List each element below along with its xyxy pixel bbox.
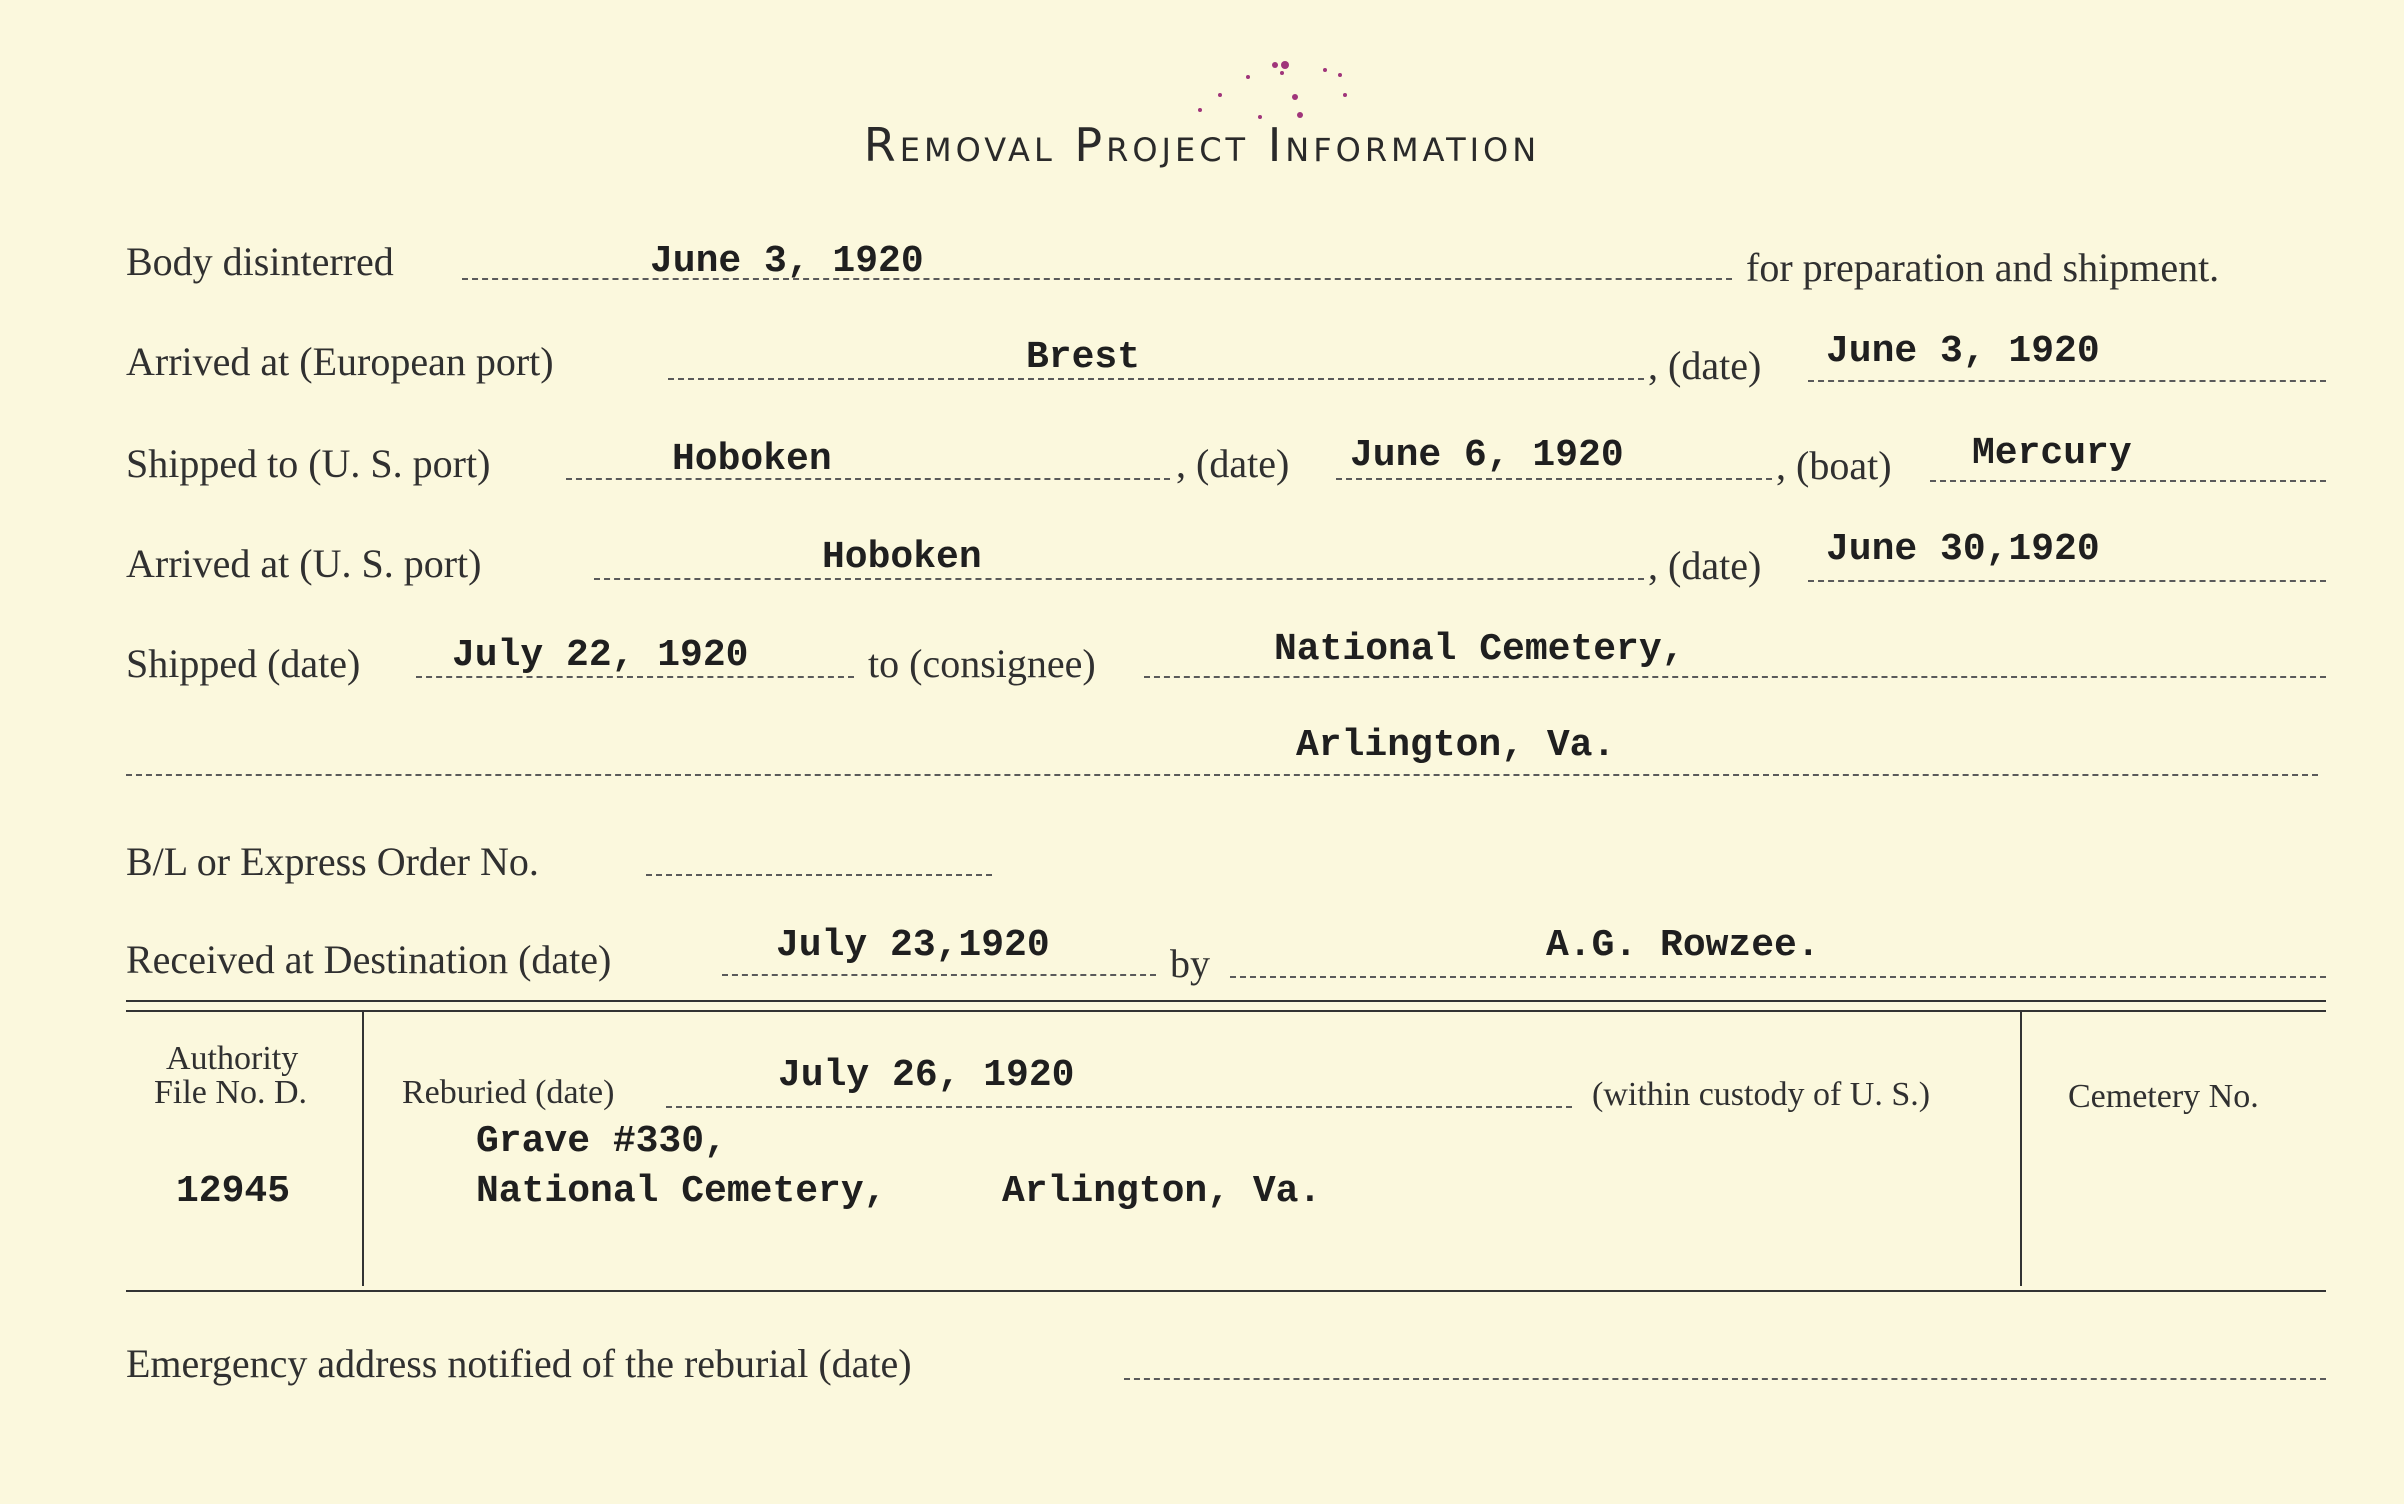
arrived-us-port-line [594,578,1644,580]
arrived-us-port-value: Hoboken [822,536,982,579]
arrived-european-port-line [668,378,1644,380]
arrived-european-date-label: , (date) [1648,343,1762,388]
grave-number: Grave #330, [476,1120,727,1163]
boat-value: Mercury [1972,432,2132,475]
arrived-european-port-label: Arrived at (European port) [126,339,554,384]
body-disinterred-value: June 3, 1920 [650,240,924,283]
boat-line [1930,480,2326,482]
bl-order-label: B/L or Express Order No. [126,839,539,884]
emergency-address-line [1124,1378,2326,1380]
form-title: Removal Project Information [863,118,1541,172]
custody-note: (within custody of U. S.) [1592,1076,1931,1113]
double-rule-bottom [126,1010,2326,1012]
arrived-european-date-value: June 3, 1920 [1826,330,2100,373]
consignee-label: to (consignee) [868,641,1096,686]
received-destination-line [722,974,1156,976]
shipped-us-port-value: Hoboken [672,438,832,481]
authority-label-line1: Authority [166,1040,299,1077]
consignee-value: National Cemetery, [1274,628,1685,671]
consignee-line [1144,676,2326,678]
arrived-us-port-label: Arrived at (U. S. port) [126,541,482,586]
arrived-european-date-line [1808,380,2326,382]
received-by-value: A.G. Rowzee. [1546,924,1820,967]
received-destination-value: July 23,1920 [776,924,1050,967]
shipped-us-port-line [566,478,1170,480]
shipped-date-value: July 22, 1920 [452,634,749,677]
received-by-label: by [1170,941,1210,986]
shipped-us-date-label: , (date) [1176,441,1290,486]
reburial-location: Arlington, Va. [1002,1170,1322,1213]
consignee-continuation-line [126,774,2318,776]
reburied-date-value: July 26, 1920 [778,1054,1075,1097]
body-disinterred-suffix: for preparation and shipment. [1746,245,2220,290]
arrived-us-date-label: , (date) [1648,543,1762,588]
divider-authority [362,1012,364,1286]
shipped-us-date-value: June 6, 1920 [1350,434,1624,477]
reburied-date-label: Reburied (date) [402,1074,615,1111]
shipped-us-port-label: Shipped to (U. S. port) [126,441,491,486]
cemetery-no-label: Cemetery No. [2068,1078,2259,1115]
arrived-us-date-line [1808,580,2326,582]
shipped-us-date-line [1336,478,1772,480]
double-rule-top [126,1000,2326,1002]
body-disinterred-label: Body disinterred [126,239,394,284]
emergency-address-label: Emergency address notified of the reburial (date) [126,1341,912,1386]
bl-order-line [646,874,992,876]
authority-label-line2: File No. D. [154,1074,307,1111]
reburied-date-line [666,1106,1572,1108]
authority-file-number: 12945 [176,1170,291,1213]
consignee-value-line2: Arlington, Va. [1296,724,1616,767]
reburial-cemetery: National Cemetery, [476,1170,887,1213]
received-destination-label: Received at Destination (date) [126,937,612,982]
divider-cemetery [2020,1012,2022,1286]
arrived-european-port-value: Brest [1026,336,1141,379]
boat-label: , (boat) [1776,443,1892,488]
shipped-date-label: Shipped (date) [126,641,361,686]
box-bottom-rule [126,1290,2326,1292]
arrived-us-date-value: June 30,1920 [1826,528,2100,571]
received-by-line [1230,976,2326,978]
